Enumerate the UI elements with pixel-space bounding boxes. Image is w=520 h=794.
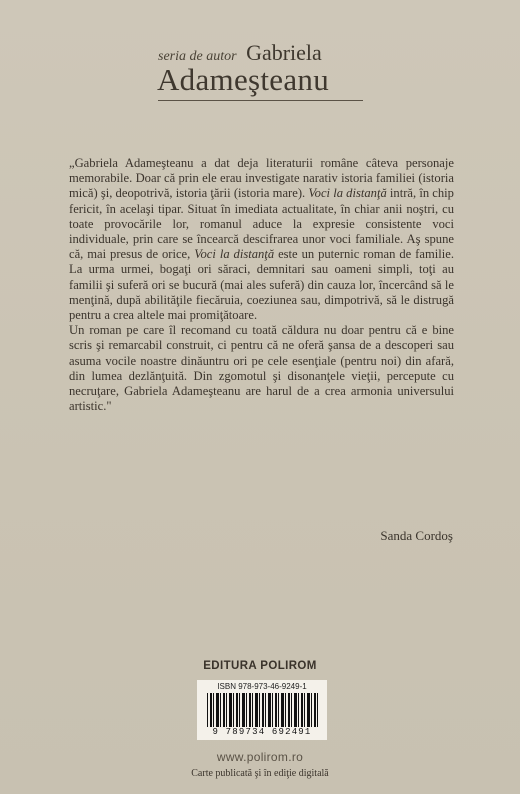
author-surname: Adameşteanu xyxy=(157,62,330,97)
digital-edition-note: Carte publicată şi în ediţie digitală xyxy=(191,768,329,779)
isbn-barcode xyxy=(197,680,327,740)
isbn-number: ISBN 978-973-46-9249-1 xyxy=(217,682,307,691)
blurb-paragraph-1 xyxy=(69,156,454,323)
barcode-digits: 9 789734 692491 xyxy=(212,727,312,737)
book-title-ref-2: Voci la distanţă xyxy=(194,247,275,262)
blurb-paragraph-2: Un roman pe care îl recomand cu toată căldura nu doar pentru că e bine scris şi remarcabil construit, ci pentru că ne oferă şansa de a descoperi sau asuma vocile noastre dinăuntru ori pe cele esenţiale (pentru noi) din afară, din lumea dezlănţuită. Din zgomotul şi disonanţele vieţii, percepute cu necruţare, Gabriela Adameşteanu are harul de a crea armonia universului artistic." xyxy=(69,323,454,414)
publisher-name: EDITURA POLIROM xyxy=(203,660,317,672)
author-first-name: Gabriela xyxy=(246,40,322,65)
barcode-bars xyxy=(207,693,319,727)
blurb-p1-part-c: este un puternic roman de familie. La urma urmei, bogaţi ori săraci, demnitari sau oameni simpli, toţi au familii şi suferă ori se bucură (mai ales suferă) din cauza lor, încercând să le menţină, după abilităţile fiecăruia, coeziunea sau, dimpotrivă, să le distrugă pentru a crea altele mai promiţătoare. xyxy=(69,247,454,323)
blurb-p1-part-b: intră, în chip fericit, în acelaşi tipar. Situat în imediata actualitate, în chiar anii noştri, cu toate provocările lor, romanul aduce la expresie consistente voci individuale, prin care se încearcă descifrarea unor voci familiale. Aş spune că, mai presus de orice, xyxy=(69,186,454,262)
blurb-signature: Sanda Cordoş xyxy=(380,528,453,543)
publisher-website: www.polirom.ro xyxy=(216,750,304,764)
blurb-text xyxy=(69,156,454,414)
blurb-p1-part-a: „Gabriela Adameşteanu a dat deja literaturii române câteva personaje memorabile. Doar că prin ele erau investigate narativ istoria familiei (istoria mică) şi, deopotrivă, istoria ţării (istoria mare). xyxy=(69,156,454,201)
book-title-ref-1: Voci la distanţă xyxy=(308,186,387,201)
series-label: seria de autor xyxy=(158,49,237,64)
title-underline xyxy=(158,100,363,101)
